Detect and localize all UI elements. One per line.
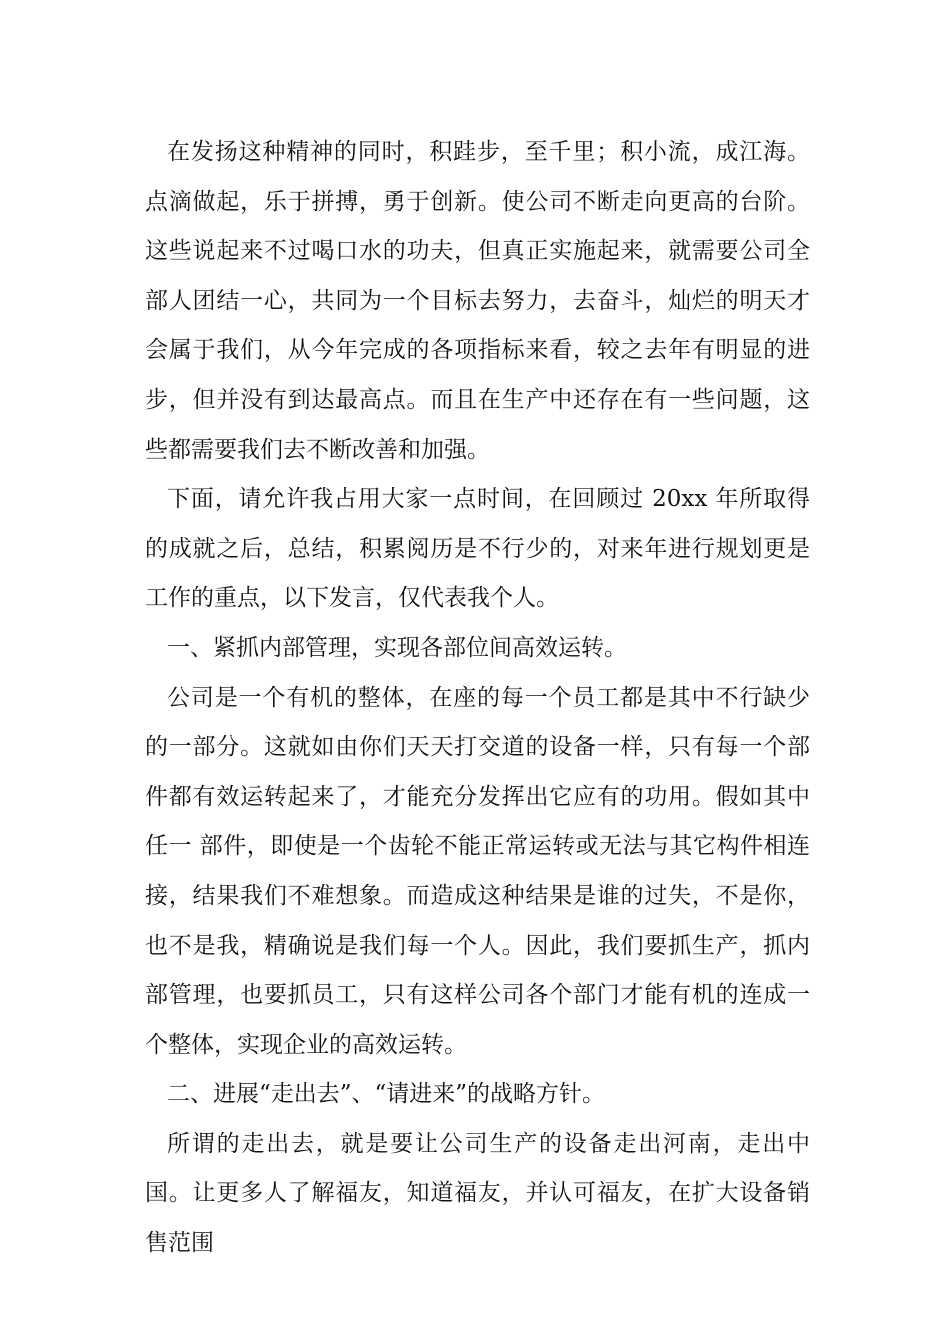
paragraph-organic-whole: 公司是一个有机的整体，在座的每一个员工都是其中不行缺少的一部分。这就如由你们天天打交道的设备一样，只有每一个部件都有效运转起来了，才能充分发挥出它应有的功用。假如其中任一 部件，即使是一个齿轮不能正常运转或无法与其它构件相连接，结果我们不难想象。而造成这种结果是谁的过失，不是你，也不是我，精确说是我们每一个人。因此，我们要抓生产，抓内部管理，也要抓员工，只有这样公司各个部门才能有机的连成一个整体，实现企业的高效运转。: [145, 684, 810, 1058]
paragraph-go-out: 所谓的走出去，就是要让公司生产的设备走出河南，走出中国。让更多人了解福友，知道福友，并认可福友，在扩大设备销售范围: [145, 1130, 810, 1257]
paragraph-review: 下面，请允许我占用大家一点时间，在回顾过 20xx 年所取得的成就之后，总结，积累阅历是不行少的，对来年进行规划更是工作的重点，以下发言，仅代表我个人。: [145, 486, 810, 612]
heading-go-out-bring-in: 二、进展“走出去”、“请进来”的战略方针。: [167, 1081, 606, 1108]
paragraph-spirit: 在发扬这种精神的同时，积跬步，至千里；积小流，成江海。点滴做起，乐于拼搏，勇于创新。使公司不断走向更高的台阶。这些说起来不过喝口水的功夫，但真正实施起来，就需要公司全部人团结一心，共同为一个目标去努力，去奋斗，灿烂的明天才会属于我们，从今年完成的各项指标来看，较之去年有明显的进步，但并没有到达最高点。而且在生产中还存在有一些问题，这些都需要我们去不断改善和加强。: [145, 139, 810, 463]
heading-internal-management: 一、紧抓内部管理，实现各部位间高效运转。: [167, 634, 627, 661]
document-body: [145, 128, 810, 1269]
